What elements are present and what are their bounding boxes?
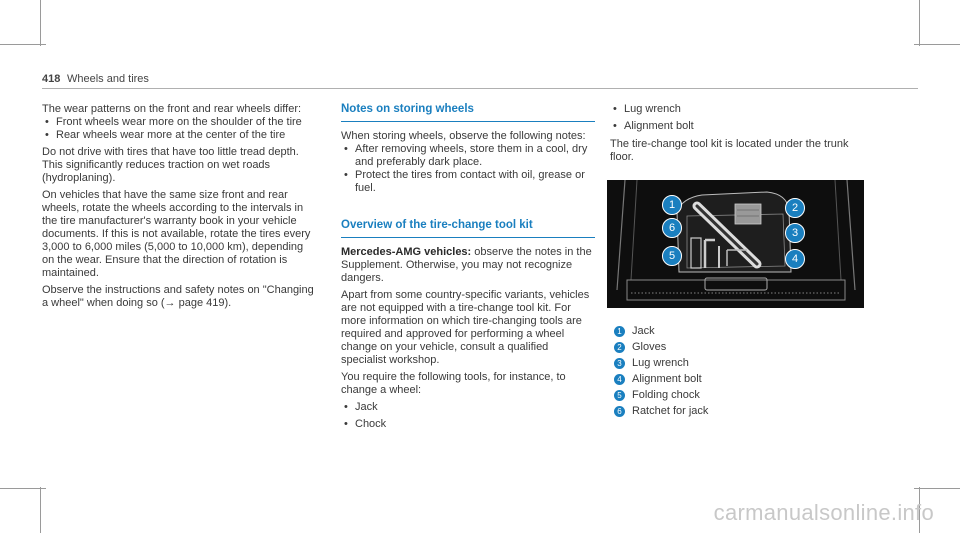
- left-column: [42, 103, 318, 310]
- legend-label: Jack: [632, 324, 655, 337]
- location-paragraph: The tire-change tool kit is located under the trunk floor.: [610, 138, 849, 163]
- crop-mark: [0, 488, 46, 489]
- wear-intro: The wear patterns on the front and rear wheels differ:: [42, 103, 302, 115]
- list-item: • Alignment bolt: [613, 120, 694, 132]
- legend-number: 1: [614, 326, 625, 337]
- legend-number: 2: [614, 342, 625, 353]
- legend-number: 4: [614, 374, 625, 385]
- apart-paragraph: Apart from some country-specific variants, vehicles are not equipped with a tire-change tool kit. For more information on which tire-changing tools are required and approved for performing a wheel change on your vehicle, consult a qualified specialist workshop.: [341, 289, 590, 366]
- figure-callout: 1: [662, 195, 682, 215]
- section-heading-storing: Notes on storing wheels: [341, 103, 474, 115]
- figure-legend: [614, 323, 864, 419]
- figure-callout: 6: [662, 218, 682, 238]
- legend-item: [614, 371, 864, 387]
- page-section-title: Wheels and tires: [67, 73, 149, 85]
- tool-kit-illustration: [607, 180, 864, 308]
- legend-item: [614, 387, 864, 403]
- crop-mark: [40, 487, 41, 533]
- section-heading-toolkit: Overview of the tire-change tool kit: [341, 219, 533, 231]
- crop-mark: [914, 488, 960, 489]
- figure-callout: 2: [785, 198, 805, 218]
- legend-label: Alignment bolt: [632, 372, 702, 385]
- tool-kit-figure: [607, 180, 864, 308]
- list-item: • After removing wheels, store them in a cool, dry and preferably dark place.: [344, 143, 588, 168]
- header-rule: [42, 88, 918, 89]
- figure-callout: 3: [785, 223, 805, 243]
- list-item: • Rear wheels wear more at the center of the tire: [45, 129, 286, 141]
- list-item: • Protect the tires from contact with oil, grease or fuel.: [344, 169, 585, 194]
- legend-item: [614, 403, 864, 419]
- section-rule: [341, 121, 595, 122]
- storing-intro: When storing wheels, observe the following notes:: [341, 130, 586, 142]
- legend-item: [614, 355, 864, 371]
- legend-number: 5: [614, 390, 625, 401]
- list-item: • Front wheels wear more on the shoulder of the tire: [45, 116, 302, 128]
- tread-paragraph: Do not drive with tires that have too little tread depth. This significantly reduces traction on wet roads (hydroplaning).: [42, 146, 299, 184]
- crop-mark: [914, 44, 960, 45]
- crop-mark: [40, 0, 41, 46]
- middle-column: [341, 103, 595, 431]
- legend-label: Gloves: [632, 340, 667, 353]
- legend-label: Ratchet for jack: [632, 404, 709, 417]
- legend-label: Folding chock: [632, 388, 700, 401]
- legend-number: 3: [614, 358, 625, 369]
- list-item: • Chock: [344, 418, 387, 430]
- page-number: 418: [42, 73, 61, 85]
- list-item: • Jack: [344, 401, 378, 413]
- crop-mark: [919, 0, 920, 46]
- list-item: • Lug wrench: [613, 103, 681, 115]
- rotation-paragraph: On vehicles that have the same size front and rear wheels, rotate the wheels according to the intervals in the tire manufacturer's warranty book in your vehicle documents. If this is not available, rotate the tires every 3,000 to 6,000 miles (5,000 to 10,000 km), depending on the wear. Ensure that the direction of rotation is maintained.: [42, 189, 311, 279]
- legend-item: [614, 323, 864, 339]
- legend-label: Lug wrench: [632, 356, 689, 369]
- amg-note: Mercedes-AMG vehicles: observe the notes in the Supplement. Otherwise, you may not recognize dangers.: [341, 246, 592, 284]
- legend-number: 6: [614, 406, 625, 417]
- right-column: [610, 103, 865, 164]
- figure-callout: 4: [785, 249, 805, 269]
- observe-paragraph: Observe the instructions and safety notes on "Changing a wheel" when doing so (→ page 419).: [42, 284, 314, 309]
- legend-item: [614, 339, 864, 355]
- crop-mark: [0, 44, 46, 45]
- require-paragraph: You require the following tools, for instance, to change a wheel:: [341, 371, 566, 396]
- figure-callout: 5: [662, 246, 682, 266]
- section-rule: [341, 237, 595, 238]
- watermark: carmanualsonline.info: [713, 500, 934, 525]
